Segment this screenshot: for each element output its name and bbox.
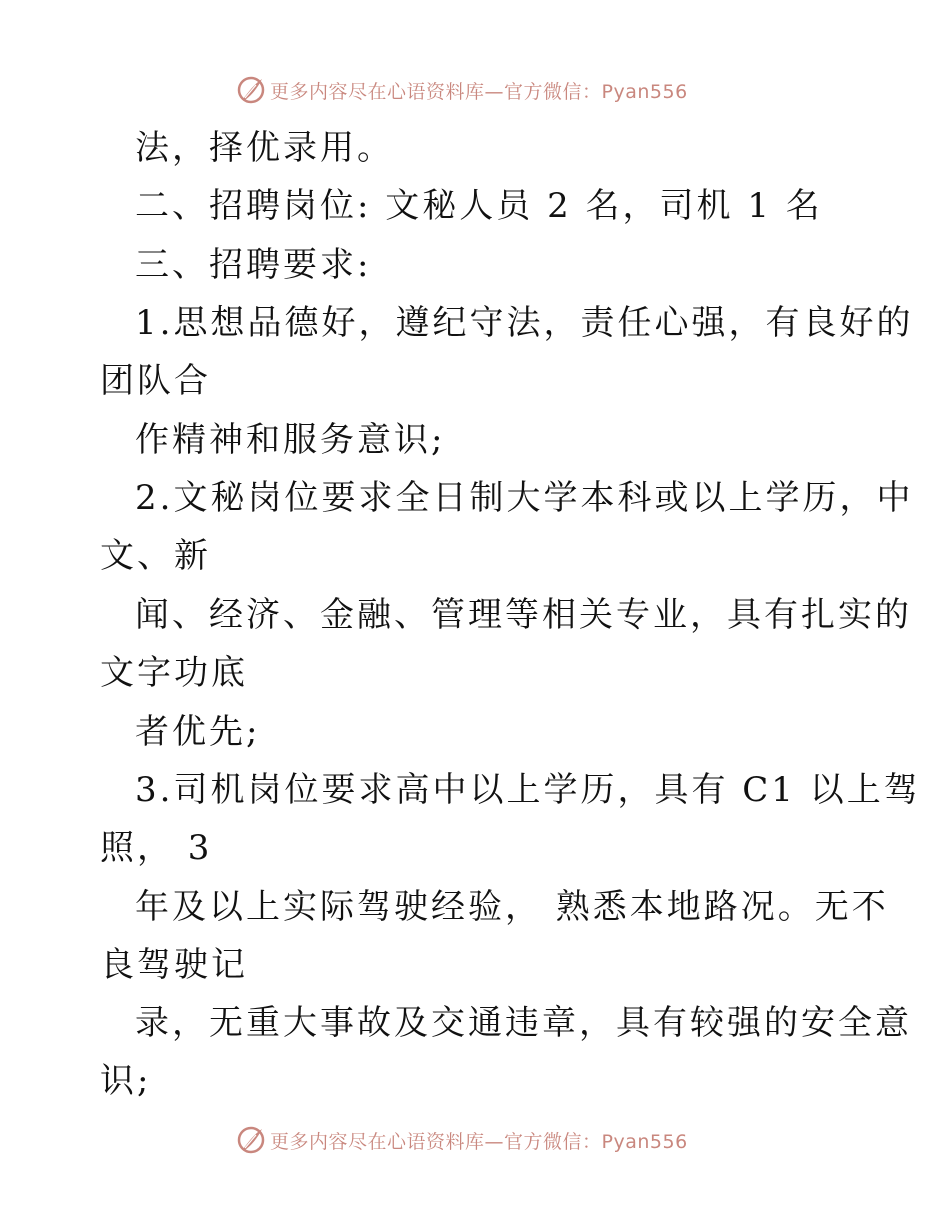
quill-pen-logo-icon — [236, 1125, 266, 1155]
text-line: 3.司机岗位要求高中以上学历，具有 C1 以上驾 — [135, 770, 921, 810]
text-line: 照， 3 — [100, 828, 213, 868]
header-watermark — [236, 73, 688, 107]
text-line: 文字功底 — [100, 653, 248, 693]
text-line: 文、新 — [100, 536, 211, 576]
text-line: 1.思想品德好，遵纪守法，责任心强，有良好的 — [135, 303, 914, 343]
text-line: 二、招聘岗位: 文秘人员 2 名，司机 1 名 — [135, 186, 823, 226]
text-line: 法，择优录用。 — [135, 128, 394, 168]
watermark-text: 更多内容尽在心语资料库—官方微信：Pyan556 — [270, 80, 688, 103]
text-line: 闻、经济、金融、管理等相关专业，具有扎实的 — [135, 595, 912, 635]
text-line: 团队合 — [100, 361, 211, 401]
footer-watermark — [236, 1123, 688, 1157]
text-line: 2.文秘岗位要求全日制大学本科或以上学历，中 — [135, 478, 914, 518]
text-line: 三、招聘要求: — [135, 245, 372, 285]
watermark-text: 更多内容尽在心语资料库—官方微信：Pyan556 — [270, 1130, 688, 1153]
text-line: 录，无重大事故及交通违章，具有较强的安全意 — [135, 1003, 912, 1043]
text-line: 作精神和服务意识; — [135, 420, 446, 460]
text-line: 者优先; — [135, 712, 261, 752]
text-line: 年及以上实际驾驶经验， 熟悉本地路况。无不 — [135, 887, 889, 927]
text-line: 良驾驶记 — [100, 945, 248, 985]
text-line: 识; — [100, 1061, 152, 1101]
quill-pen-logo-icon — [236, 75, 266, 105]
